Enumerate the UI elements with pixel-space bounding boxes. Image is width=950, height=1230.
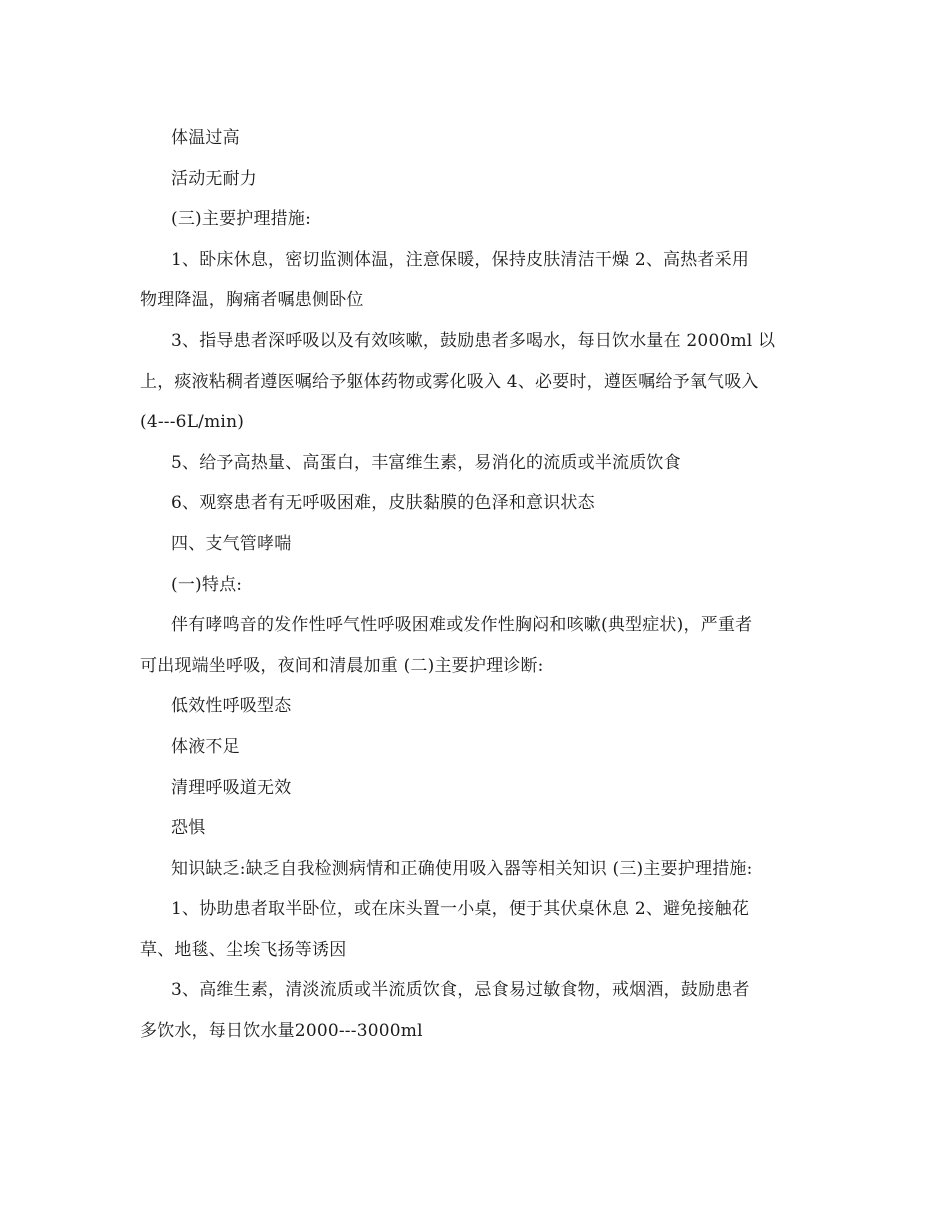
section-heading: (三)主要护理措施:	[171, 209, 311, 230]
section-heading: 四、支气管哮喘	[171, 533, 292, 554]
text-line: 低效性呼吸型态	[171, 696, 292, 717]
text-line: 知识缺乏:缺乏自我检测病情和正确使用吸入器等相关知识 (三)主要护理措施:	[171, 858, 753, 879]
text-line: 6、观察患者有无呼吸困难，皮肤黏膜的色泽和意识状态	[171, 493, 595, 514]
document-body	[140, 118, 840, 1052]
text-line: 多饮水，每日饮水量2000---3000ml	[140, 1021, 423, 1042]
text-line: 体液不足	[171, 736, 240, 757]
text-line: 活动无耐力	[171, 168, 257, 189]
text-line: 可出现端坐呼吸，夜间和清晨加重 (二)主要护理诊断:	[140, 655, 544, 676]
text-line: 伴有哮鸣音的发作性呼气性呼吸困难或发作性胸闷和咳嗽(典型症状)，严重者	[171, 615, 753, 636]
text-line: (4---6L/min)	[140, 412, 245, 433]
text-line: 1、协助患者取半卧位，或在床头置一小桌，便于其伏桌休息 2、避免接触花	[171, 899, 750, 920]
text-line: 1、卧床休息，密切监测体温，注意保暖，保持皮肤清洁干燥 2、高热者采用	[171, 249, 750, 270]
text-line: 物理降温，胸痛者嘱患侧卧位	[140, 290, 364, 311]
text-line: 3、高维生素，清淡流质或半流质饮食，忌食易过敏食物，戒烟酒，鼓励患者	[171, 980, 750, 1001]
text-line: 草、地毯、尘埃飞扬等诱因	[140, 939, 347, 960]
text-line: 3、指导患者深呼吸以及有效咳嗽，鼓励患者多喝水，每日饮水量在 2000ml 以	[171, 330, 776, 351]
text-line: 5、给予高热量、高蛋白，丰富维生素，易消化的流质或半流质饮食	[171, 452, 681, 473]
text-line: 体温过高	[171, 128, 240, 148]
text-line: 恐惧	[171, 818, 206, 839]
text-line: 清理呼吸道无效	[171, 777, 292, 798]
section-heading: (一)特点:	[171, 574, 243, 595]
text-line: 上，痰液粘稠者遵医嘱给予躯体药物或雾化吸入 4、必要时，遵医嘱给予氧气吸入	[140, 371, 759, 392]
